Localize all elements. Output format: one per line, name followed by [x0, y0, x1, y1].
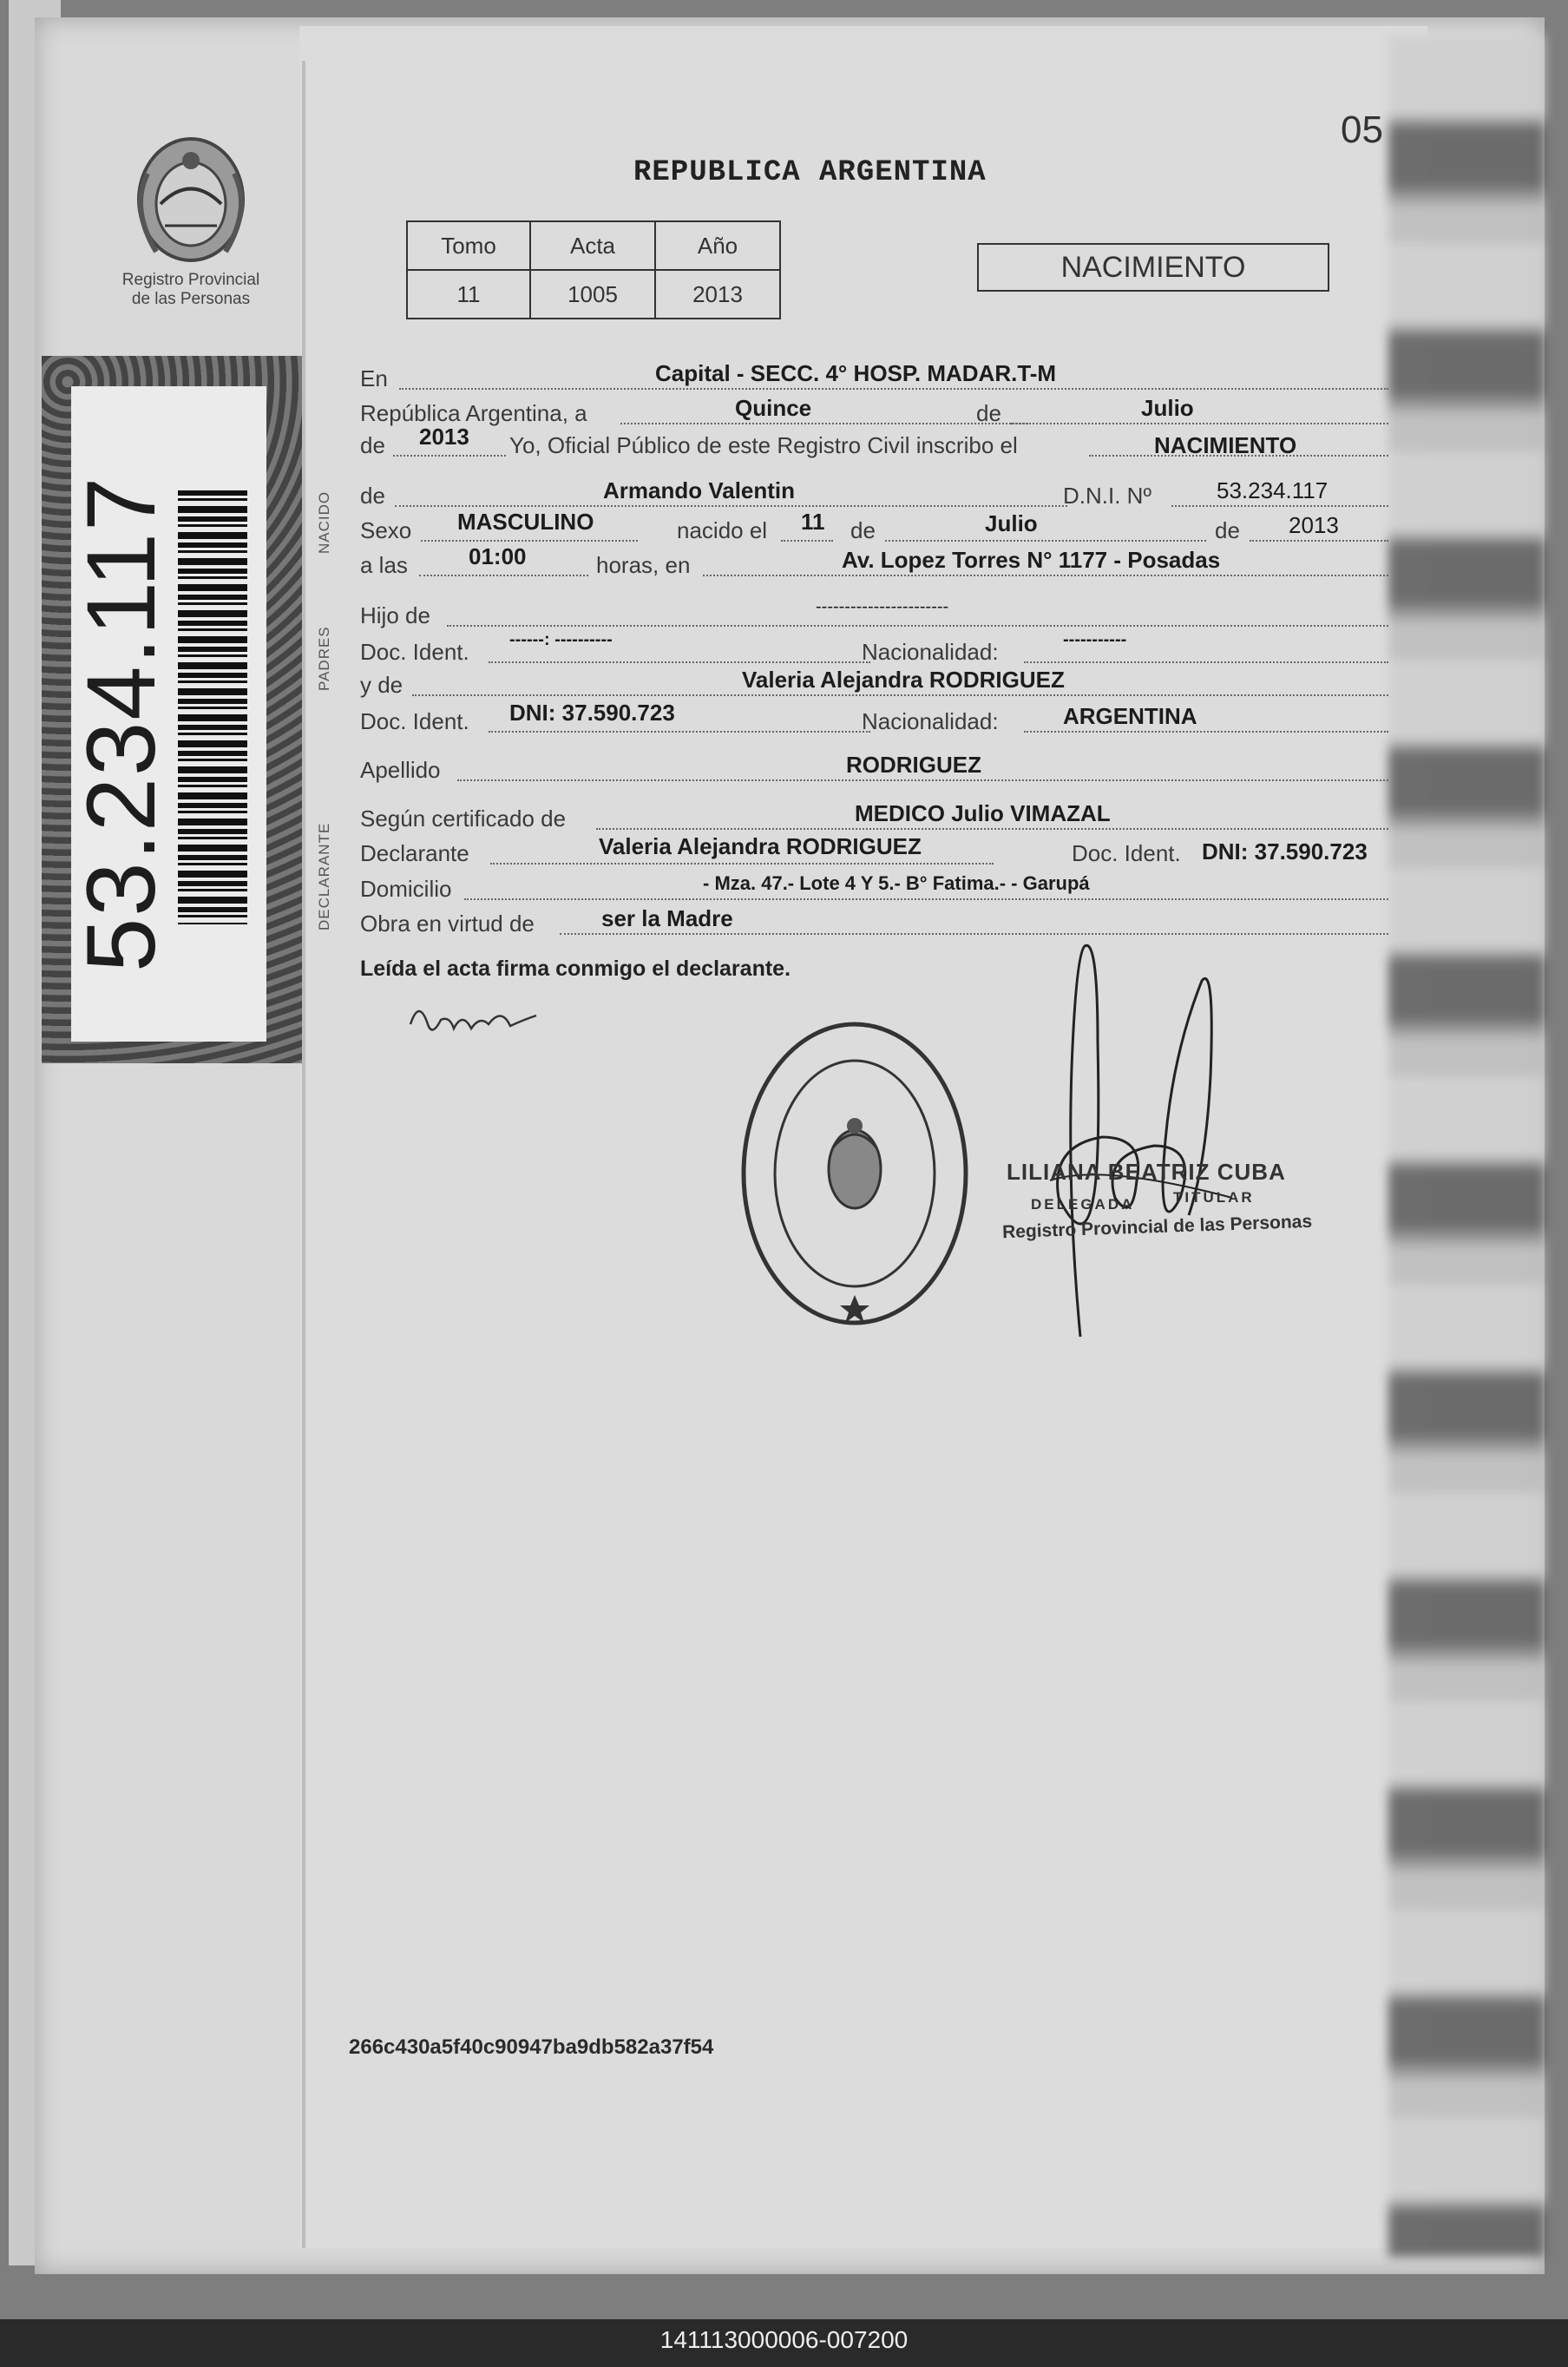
value-declarant: Valeria Alejandra RODRIGUEZ: [599, 833, 922, 859]
header-tomo: Tomo: [407, 221, 530, 270]
barcode-graphic: [178, 490, 247, 924]
registry-seal-icon: [738, 1017, 972, 1330]
value-father: -----------------------: [816, 597, 949, 616]
table-header-row: [407, 221, 780, 270]
officer-name: LILIANA BEATRIZ CUBA: [1007, 1159, 1286, 1185]
label-de4: de: [850, 517, 876, 543]
value-anio: 2013: [655, 270, 780, 319]
label-dni: D.N.I. Nº: [1063, 483, 1151, 509]
value-dni: 53.234.117: [1217, 477, 1329, 503]
label-hijo: Hijo de: [360, 602, 430, 628]
value-purpose: ser la Madre: [601, 905, 733, 931]
document-hash: 266c430a5f40c90947ba9db582a37f54: [349, 2035, 714, 2059]
field-row-sex: [360, 509, 1388, 547]
value-surname: RODRIGUEZ: [846, 752, 981, 778]
label-horas: horas, en: [596, 552, 691, 578]
label-yde: y de: [360, 672, 403, 698]
label-de2: de: [360, 432, 385, 458]
label-apellido: Apellido: [360, 757, 441, 783]
dotted-line: [457, 779, 1388, 781]
value-day: Quince: [735, 395, 812, 421]
dotted-line: [464, 898, 1388, 900]
value-place-registry: Capital - SECC. 4° HOSP. MADAR.T-M: [655, 360, 1057, 386]
header-acta: Acta: [530, 221, 655, 270]
dotted-line: [596, 828, 1388, 830]
field-row-mother: [360, 667, 1388, 701]
field-row-date: [360, 395, 1388, 430]
label-doc-ident2: Doc. Ident.: [360, 708, 469, 734]
page-gutter-line: [302, 61, 305, 2248]
label-doc-ident: Doc. Ident.: [360, 639, 469, 665]
footer-scan-code: 141113000006-007200: [659, 2326, 909, 2353]
field-row-father: [360, 597, 1388, 632]
dotted-line: [447, 625, 1388, 627]
value-birth-month: Julio: [985, 510, 1038, 536]
side-label-parents: PADRES: [316, 626, 332, 691]
value-certificate: MEDICO Julio VIMAZAL: [855, 800, 1111, 826]
label-obra: Obra en virtud de: [360, 911, 535, 937]
country-title: REPUBLICA ARGENTINA: [633, 156, 987, 189]
value-birth-year: 2013: [1289, 512, 1339, 538]
dotted-line: [1011, 423, 1388, 424]
value-mother-doc: DNI: 37.590.723: [509, 700, 675, 726]
dotted-line: [395, 505, 1067, 507]
field-row-address: [360, 871, 1388, 905]
dotted-line: [1250, 540, 1388, 542]
officer-role: DELEGADA: [1031, 1196, 1135, 1213]
registry-name: [104, 271, 278, 309]
page-number: 05: [1341, 108, 1383, 151]
dotted-line: [703, 575, 1388, 576]
label-de5: de: [1215, 517, 1240, 543]
field-row-time-place: [360, 543, 1388, 582]
dotted-line: [1024, 731, 1388, 733]
field-row-certificate: [360, 800, 1388, 835]
field-row-purpose: [360, 905, 1388, 940]
value-acta: 1005: [530, 270, 655, 319]
label-de3: de: [360, 483, 385, 509]
dotted-line: [1024, 661, 1388, 663]
dotted-line: [419, 575, 588, 576]
value-address: - Mza. 47.- Lote 4 Y 5.- B° Fatima.- - Garupá: [703, 872, 1090, 894]
officer-signature-icon: [1033, 937, 1250, 1354]
field-row-official: [360, 424, 1388, 462]
side-label-born: NACIDO: [316, 490, 332, 554]
label-sexo: Sexo: [360, 517, 412, 543]
field-row-mother-doc: [360, 700, 1388, 738]
label-declarante: Declarante: [360, 840, 469, 866]
value-declarant-doc: DNI: 37.590.723: [1202, 838, 1368, 865]
dotted-line: [412, 694, 1388, 696]
side-label-declarant: DECLARANTE: [316, 822, 332, 930]
dotted-line: [490, 863, 994, 865]
table-value-row: [407, 270, 780, 319]
dotted-line: [560, 933, 1388, 935]
value-act: NACIMIENTO: [1154, 432, 1297, 458]
header-anio: Año: [655, 221, 780, 270]
label-nacido: nacido el: [677, 517, 768, 543]
value-year: 2013: [419, 424, 469, 450]
page-edge-shadow: [1388, 35, 1545, 2257]
value-father-doc: ------: ----------: [509, 630, 613, 649]
label-domicilio: Domicilio: [360, 876, 452, 902]
label-nacionalidad: Nacionalidad:: [862, 639, 999, 665]
value-month: Julio: [1141, 395, 1194, 421]
label-certificado: Según certificado de: [360, 805, 567, 832]
label-de: de: [976, 400, 1001, 426]
field-row-surname: [360, 752, 1388, 786]
value-tomo: 11: [407, 270, 530, 319]
label-official: Yo, Oficial Público de este Registro Civil inscribo el: [509, 432, 1018, 458]
dotted-line: [489, 731, 870, 733]
province-crest-icon: [121, 122, 260, 278]
value-birth-place: Av. Lopez Torres N° 1177 - Posadas: [842, 547, 1221, 573]
declarant-initials-icon: [406, 990, 545, 1050]
dotted-line: [489, 661, 870, 663]
field-row-en: [360, 360, 1388, 395]
closing-statement: Leída el acta firma conmigo el declarante.: [360, 957, 791, 981]
field-row-declarant: [360, 835, 1388, 870]
value-birth-day: 11: [801, 509, 825, 535]
dotted-line: [421, 540, 638, 542]
value-mother: Valeria Alejandra RODRIGUEZ: [742, 667, 1065, 693]
registry-name-line1: Registro Provincial: [121, 271, 260, 289]
dotted-line: [781, 540, 833, 542]
record-type-box: NACIMIENTO: [977, 243, 1329, 292]
value-mother-nationality: ARGENTINA: [1063, 703, 1197, 729]
dotted-line: [620, 423, 1028, 424]
value-sexo: MASCULINO: [457, 509, 594, 535]
officer-role-titular: TITULAR: [1173, 1189, 1255, 1206]
label-alas: a las: [360, 552, 408, 578]
dotted-line: [399, 388, 1388, 390]
field-row-father-doc: [360, 630, 1388, 668]
label-en: En: [360, 365, 388, 391]
dotted-line: [393, 455, 506, 457]
label-nacionalidad2: Nacionalidad:: [862, 708, 999, 734]
value-time: 01:00: [469, 543, 527, 569]
field-row-name: [360, 477, 1388, 512]
value-name: Armando Valentin: [603, 477, 796, 503]
record-reference-table: [406, 220, 781, 319]
label-doc-ident3: Doc. Ident.: [1072, 840, 1181, 866]
value-father-nationality: -----------: [1063, 630, 1127, 649]
registry-name-line2: de las Personas: [131, 290, 251, 308]
officer-organization: Registro Provincial de las Personas: [1001, 1211, 1313, 1243]
id-number: 53.234.117: [67, 475, 175, 972]
dotted-line: [1171, 505, 1388, 507]
dotted-line: [885, 540, 1206, 542]
label-republica: República Argentina, a: [360, 400, 587, 426]
